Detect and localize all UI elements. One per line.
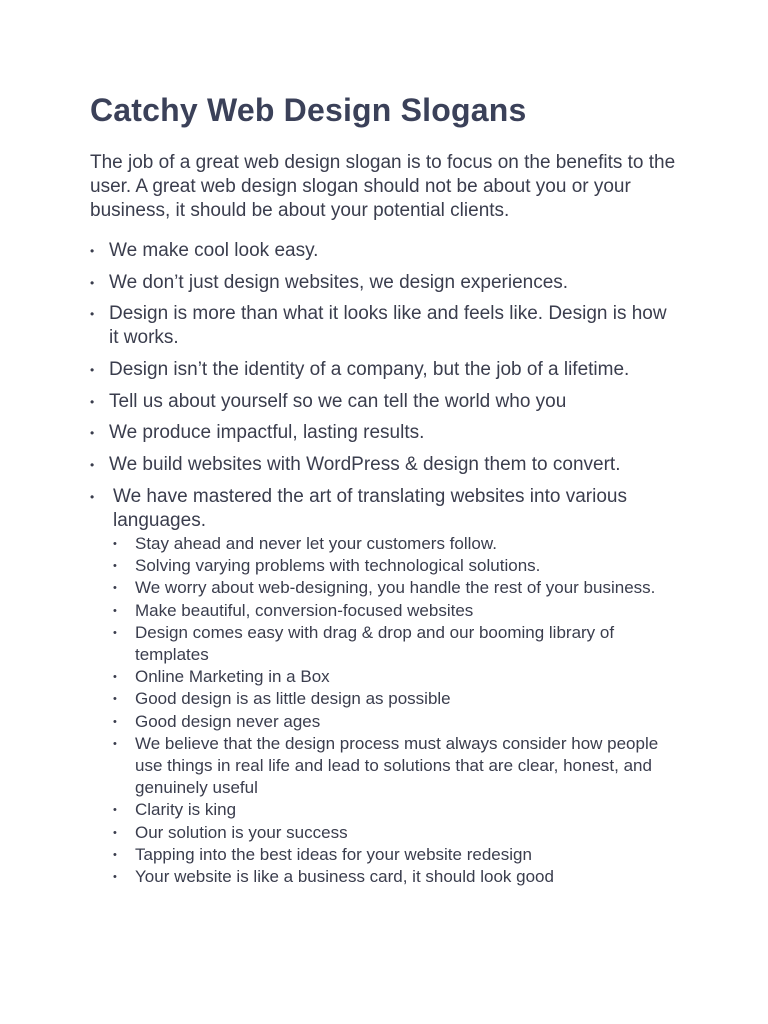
list-item-text: We have mastered the art of translating websites into various languages.	[113, 486, 627, 531]
bullet-icon: •	[113, 582, 117, 595]
list-item	[90, 453, 680, 477]
bullet-icon: •	[113, 826, 117, 839]
list-item	[90, 302, 680, 350]
bullet-icon: •	[113, 715, 117, 728]
sub-list-item	[113, 711, 673, 733]
bullet-icon: •	[90, 307, 95, 322]
list-item	[90, 421, 680, 445]
bullet-icon: •	[113, 604, 117, 617]
sub-list-item	[113, 688, 673, 710]
bullet-icon: •	[113, 693, 117, 706]
sub-list-item-text: Online Marketing in a Box	[135, 667, 330, 687]
page-title: Catchy Web Design Slogans	[90, 92, 527, 128]
bullet-icon: •	[113, 671, 117, 684]
bullet-icon: •	[90, 244, 95, 258]
sub-list-item-text: Clarity is king	[135, 800, 237, 820]
bullet-icon: •	[113, 626, 117, 639]
bullet-icon: •	[113, 560, 117, 573]
sub-list-item-text: Our solution is your success	[135, 822, 348, 842]
list-item-text: We produce impactful, lasting results.	[109, 422, 425, 444]
sub-list-item	[113, 533, 673, 555]
list-item-text: We don’t just design websites, we design experiences.	[109, 271, 569, 293]
sub-list-item-text: Good design never ages	[135, 711, 321, 731]
sub-list-item	[113, 622, 673, 666]
sub-list-item	[113, 666, 673, 688]
sub-list-item-text: Solving varying problems with technological solutions.	[135, 556, 541, 576]
sub-list-item	[113, 822, 673, 844]
list-item-with-sublist	[90, 485, 690, 888]
list-item	[90, 271, 680, 295]
bullet-icon: •	[90, 490, 95, 504]
list-item-text: Design is more than what it looks like and feels like. Design is how it works.	[109, 303, 667, 349]
bullet-icon: •	[90, 426, 95, 441]
sub-list-item	[113, 555, 673, 577]
list-item-text: Tell us about yourself so we can tell the world who you	[109, 390, 567, 412]
sub-list-item-text: Design comes easy with drag & drop and our booming library of templates	[135, 622, 615, 665]
sub-list-item-text: Tapping into the best ideas for your website redesign	[135, 844, 532, 864]
list-item-text: We make cool look easy.	[109, 240, 319, 261]
sub-list-item-text: Make beautiful, conversion-focused websites	[135, 600, 474, 620]
slogan-list	[90, 239, 680, 485]
list-item-text: We build websites with WordPress & design them to convert.	[109, 454, 621, 476]
sub-list-item-text: Your website is like a business card, it should look good	[135, 867, 554, 887]
bullet-icon: •	[113, 871, 117, 884]
sub-list-item-text: We believe that the design process must always consider how people use things in real life and lead to solutions that are clear, honest, and genuinely useful	[135, 733, 659, 798]
sub-list-item	[113, 844, 673, 866]
sub-list-item-text: We worry about web-designing, you handle the rest of your business.	[135, 578, 656, 598]
bullet-icon: •	[90, 275, 95, 290]
bullet-icon: •	[113, 804, 117, 817]
bullet-icon: •	[90, 458, 95, 473]
sub-list-item	[113, 799, 673, 821]
sub-list-item-text: Stay ahead and never let your customers follow.	[135, 534, 497, 553]
intro-paragraph: The job of a great web design slogan is to focus on the benefits to the user. A great web design slogan should not be about you or your business, it should be about your potential clients.	[90, 152, 676, 221]
bullet-icon: •	[113, 848, 117, 861]
list-item-text: Design isn’t the identity of a company, but the job of a lifetime.	[109, 359, 630, 381]
bullet-icon: •	[113, 538, 117, 550]
sub-list-item	[113, 577, 673, 599]
bullet-icon: •	[90, 363, 95, 378]
sub-list-item	[113, 600, 673, 622]
list-item	[90, 358, 680, 382]
sub-slogan-list	[113, 533, 673, 888]
sub-list-item	[113, 866, 673, 888]
list-item	[90, 390, 680, 414]
bullet-icon: •	[90, 394, 95, 409]
sub-list-item	[113, 733, 673, 800]
bullet-icon: •	[113, 737, 117, 750]
sub-list-item-text: Good design is as little design as possible	[135, 689, 451, 709]
list-item	[90, 239, 680, 263]
